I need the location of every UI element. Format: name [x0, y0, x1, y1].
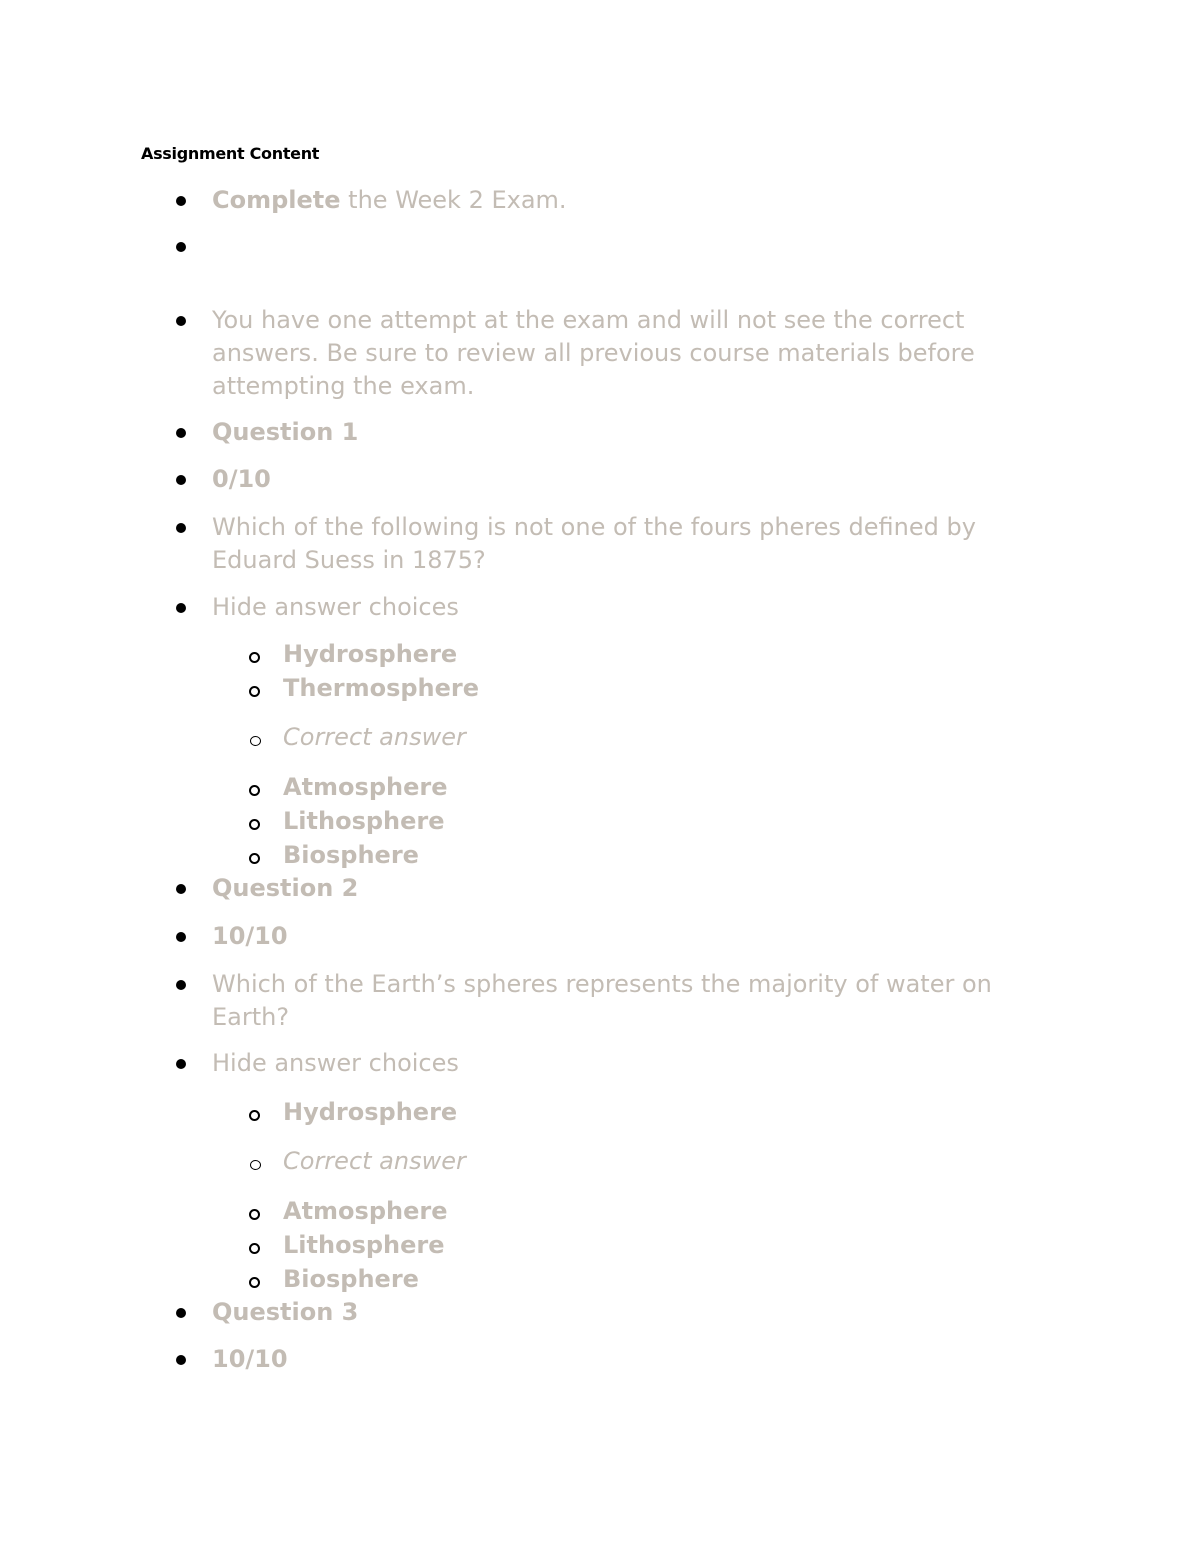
bullet-icon: [176, 884, 186, 894]
q1-correct-answer-label: Correct answer: [283, 723, 466, 751]
q2-choice: Biosphere: [283, 1265, 419, 1293]
choice-circle-icon: [250, 1160, 261, 1170]
q1-choice: Hydrosphere: [283, 640, 458, 668]
q2-correct-answer-label: Correct answer: [283, 1147, 466, 1175]
question-2-text: Which of the Earth’s spheres represents the majority of water on Earth?: [212, 970, 992, 1031]
question-1-label: Question 1: [212, 418, 359, 446]
question-1-hide-choices[interactable]: Hide answer choices: [212, 593, 459, 621]
bullet-icon: [176, 1308, 186, 1318]
choice-circle-icon: [250, 736, 261, 746]
question-2-score: 10/10: [212, 922, 288, 950]
bullet-icon: [176, 428, 186, 438]
bullet-icon: [176, 316, 186, 326]
exam-note: You have one attempt at the exam and will not see the correct answers. Be sure to review all previous course materials before attempting the exam.: [212, 306, 975, 400]
q2-choice: Atmosphere: [283, 1197, 448, 1225]
choice-circle-icon: [249, 1209, 260, 1220]
bullet-icon: [176, 603, 186, 613]
bullet-icon: [176, 523, 186, 533]
choice-circle-icon: [249, 686, 260, 697]
q2-choice: Hydrosphere: [283, 1098, 458, 1126]
choice-circle-icon: [249, 785, 260, 796]
q1-choice: Atmosphere: [283, 773, 448, 801]
question-1-text: Which of the following is not one of the fours pheres defined by Eduard Suess in 1875?: [212, 513, 976, 574]
complete-word: Complete: [212, 186, 341, 214]
q1-choice: Lithosphere: [283, 807, 445, 835]
question-3-score: 10/10: [212, 1345, 288, 1373]
bullet-icon: [176, 475, 186, 485]
choice-circle-icon: [249, 1277, 260, 1288]
choice-circle-icon: [249, 652, 260, 663]
choice-circle-icon: [249, 1243, 260, 1254]
empty-bullet-icon: [176, 242, 186, 252]
choice-circle-icon: [249, 819, 260, 830]
question-2-hide-choices[interactable]: Hide answer choices: [212, 1049, 459, 1077]
intro-complete-line: [212, 184, 1062, 217]
bullet-icon: [176, 932, 186, 942]
q1-choice: Biosphere: [283, 841, 419, 869]
q2-choice: Lithosphere: [283, 1231, 445, 1259]
bullet-icon: [176, 196, 186, 206]
choice-circle-icon: [249, 1110, 260, 1121]
bullet-icon: [176, 980, 186, 990]
complete-rest: the Week 2 Exam.: [340, 186, 567, 214]
choice-circle-icon: [249, 853, 260, 864]
question-2-label: Question 2: [212, 874, 359, 902]
question-3-label: Question 3: [212, 1298, 359, 1326]
q1-choice: Thermosphere: [283, 674, 480, 702]
question-1-score: 0/10: [212, 465, 271, 493]
page-title: Assignment Content: [141, 144, 320, 163]
bullet-icon: [176, 1355, 186, 1365]
bullet-icon: [176, 1059, 186, 1069]
